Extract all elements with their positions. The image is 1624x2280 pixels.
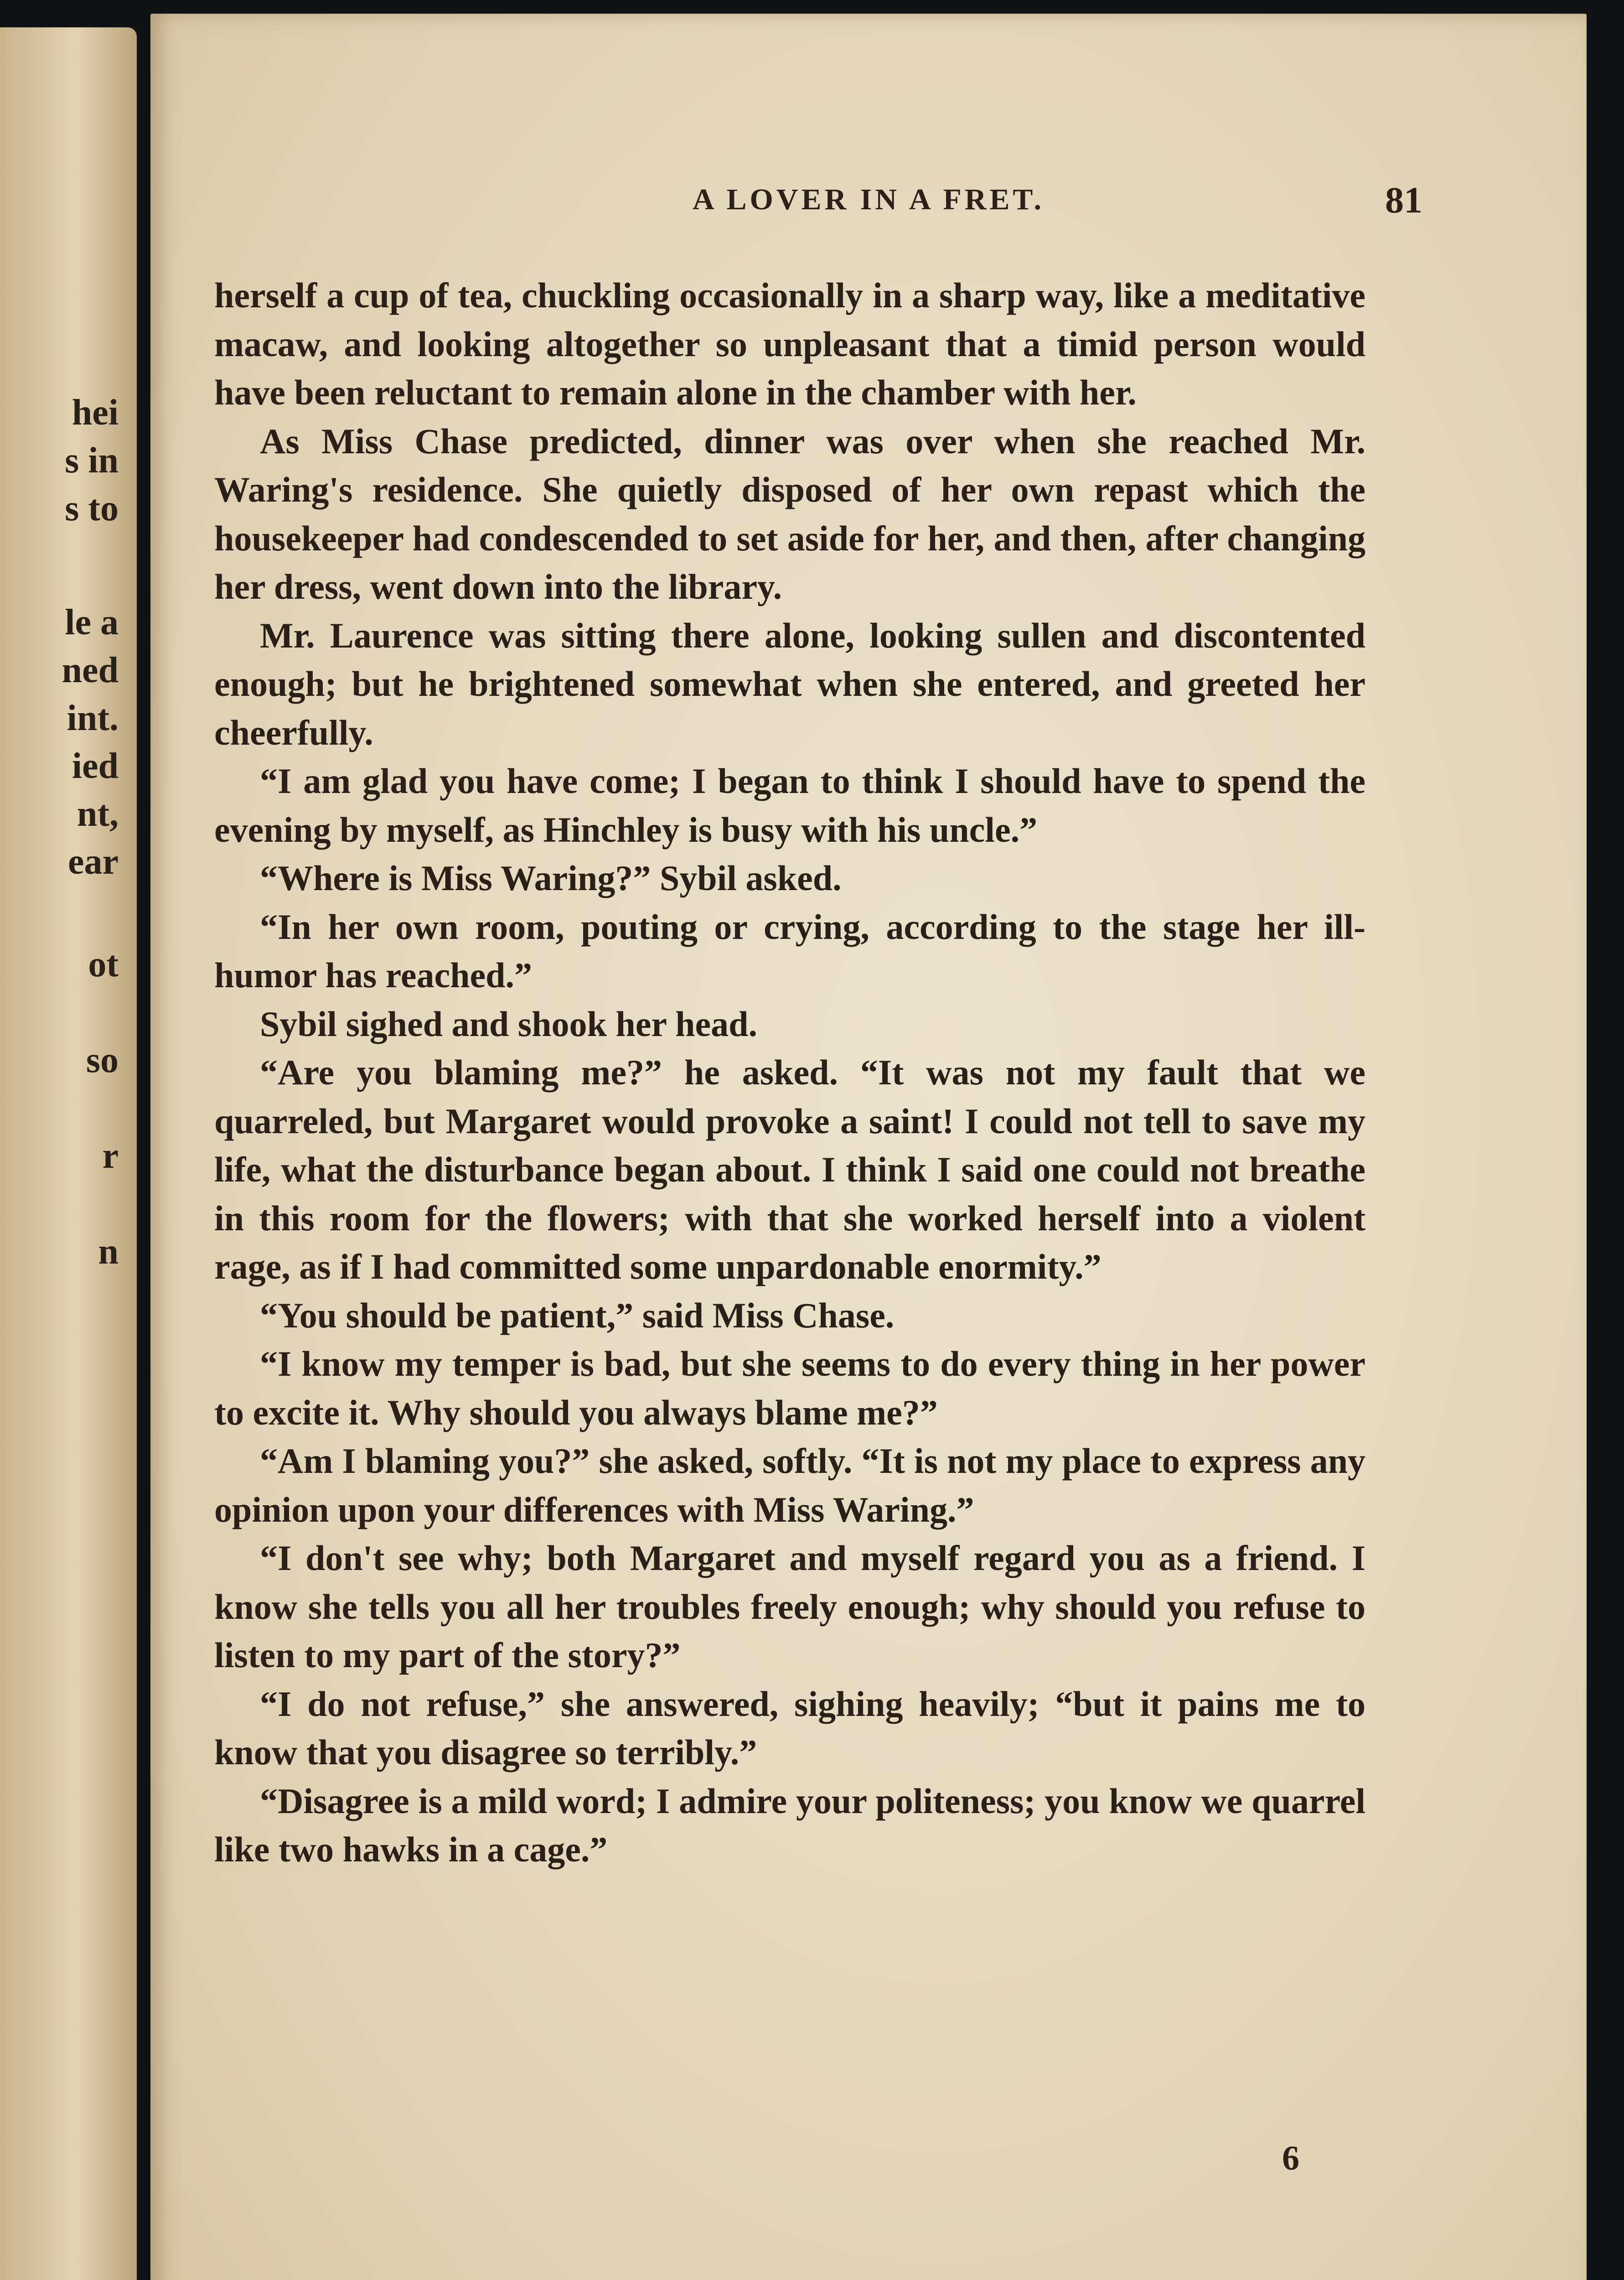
running-title: A LOVER IN A FRET. [692, 183, 1045, 216]
paragraph: “Am I blaming you?” she asked, softly. “It is not my place to express any opinion upon your differences with Miss Waring.” [214, 1441, 1365, 1529]
paragraph: “You should be patient,” said Miss Chase. [260, 1295, 895, 1335]
paragraph: Mr. Laurence was sitting there alone, looking sullen and discontented enough; but he brightened somewhat when she entered, and greeted her cheerfully. [214, 615, 1365, 752]
facing-page-fragment: ot [88, 944, 119, 985]
facing-page-fragment: s to [65, 488, 119, 529]
paragraph: “Where is Miss Waring?” Sybil asked. [260, 858, 842, 898]
facing-page-fragment: hei [72, 393, 119, 433]
paragraph: “I do not refuse,” she answered, sighing heavily; “but it pains me to know that you disagree so terribly.” [214, 1684, 1365, 1772]
paragraph: “Disagree is a mild word; I admire your politeness; you know we quarrel like two hawks in a cage.” [214, 1781, 1365, 1869]
signature-mark: 6 [1282, 2139, 1299, 2177]
paragraph: “I know my temper is bad, but she seems to do every thing in her power to excite it. Why should you always blame me?” [214, 1344, 1365, 1432]
page-header [150, 179, 1587, 228]
paragraph: “I don't see why; both Margaret and myself regard you as a friend. I know she tells you all her troubles freely enough; why should you refuse to listen to my part of the story?” [214, 1538, 1365, 1675]
body-text [214, 271, 1365, 1874]
facing-page-fragment: so [86, 1040, 119, 1080]
paragraph: As Miss Chase predicted, dinner was over when she reached Mr. Waring's residence. She quietly disposed of her own repast which the housekeeper had condescended to set aside for her, and then, after changing her dress, went down into the library. [214, 421, 1365, 606]
book-page [150, 14, 1587, 2280]
facing-page-fragment: ear [67, 842, 119, 882]
facing-page-fragment: int. [67, 698, 119, 738]
facing-page-fragment: n [98, 1232, 119, 1272]
facing-page-fragment: le a [65, 602, 119, 643]
facing-page-edge [0, 27, 137, 2280]
facing-page-fragment: ned [62, 650, 119, 690]
facing-page-fragment: r [102, 1136, 119, 1176]
paragraph: “Are you blaming me?” he asked. “It was not my fault that we quarreled, but Margaret would provoke a saint! I could not tell to save my life, what the disturbance began about. I think I said one could not breathe in this room for the flowers; with that she worked herself into a violent rage, as if I had committed some unpardonable enormity.” [214, 1052, 1365, 1286]
paragraph: “I am glad you have come; I began to think I should have to spend the evening by myself, as Hinchley is busy with his uncle.” [214, 761, 1365, 850]
facing-page-fragment: ied [72, 746, 119, 786]
page-number: 81 [1385, 179, 1422, 221]
facing-page-fragment: nt, [77, 794, 119, 834]
paragraph: herself a cup of tea, chuckling occasionally in a sharp way, like a meditative macaw, and looking altogether so unpleasant that a timid person would have been reluctant to remain alone in the chamber with her. [214, 275, 1365, 412]
paragraph: “In her own room, pouting or crying, according to the stage her ill-humor has reached.” [214, 907, 1365, 995]
facing-page-fragment: s in [65, 440, 119, 481]
paragraph: Sybil sighed and shook her head. [260, 1004, 757, 1044]
